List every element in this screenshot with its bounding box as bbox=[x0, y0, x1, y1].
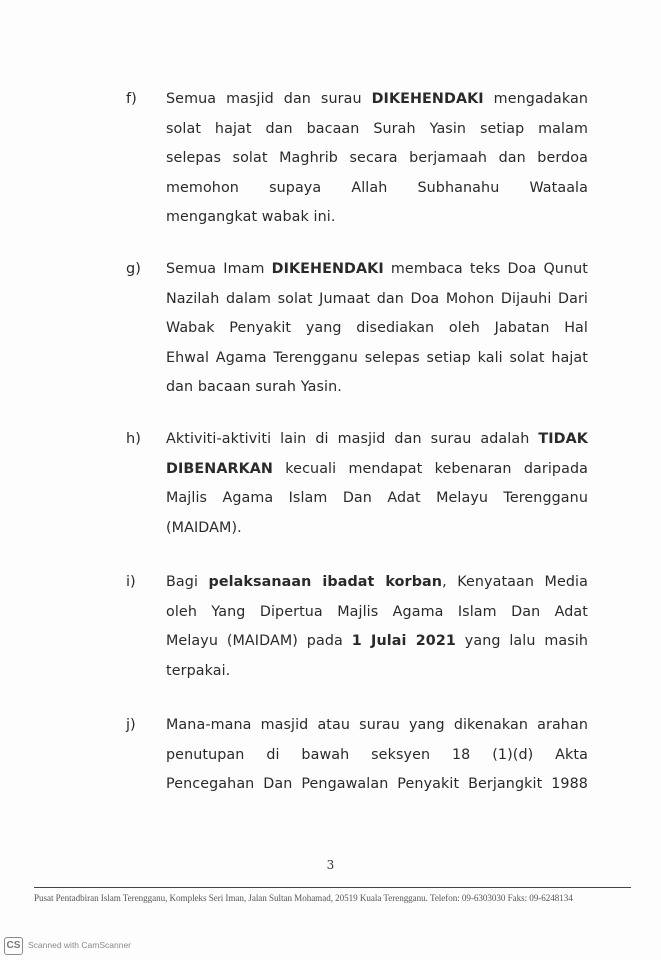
clause-line bbox=[166, 484, 588, 514]
body-text: (MAIDAM). bbox=[166, 519, 242, 536]
body-text: Melayu (MAIDAM) pada bbox=[166, 633, 352, 649]
clause-marker: h) bbox=[126, 431, 141, 447]
footer-divider bbox=[34, 887, 631, 888]
body-text: Majlis Agama Islam Dan Adat Melayu Terengganu bbox=[166, 490, 588, 506]
clause-line bbox=[166, 373, 588, 403]
clause-line bbox=[166, 657, 588, 687]
emphasis-text: TIDAK bbox=[538, 431, 588, 447]
emphasis-text: DIKEHENDAKI bbox=[371, 91, 484, 107]
body-text: terpakai. bbox=[166, 662, 231, 679]
body-text: mengangkat wabak ini. bbox=[166, 209, 336, 225]
clause-line bbox=[166, 568, 588, 598]
footer-address: Pusat Pentadbiran Islam Terengganu, Kompleks Seri Iman, Jalan Sultan Mohamad, 20519 Kuala Terengganu. Telefon: 09-6303030 Faks: 09-6248134 bbox=[34, 893, 573, 903]
body-text: mengadakan bbox=[483, 91, 588, 107]
body-text: memohon supaya Allah Subhanahu Wataala bbox=[166, 179, 588, 196]
body-text: Semua Imam bbox=[166, 261, 272, 277]
body-text: Semua masjid dan surau bbox=[166, 91, 372, 107]
body-text: selepas solat Maghrib secara berjamaah dan berdoa bbox=[166, 150, 588, 166]
clause-marker: j) bbox=[126, 717, 136, 733]
page-number: 3 bbox=[326, 858, 335, 872]
clause-line bbox=[166, 598, 588, 628]
clause-line bbox=[166, 455, 588, 485]
clause-line bbox=[166, 174, 588, 204]
body-text: oleh Yang Dipertua Majlis Agama Islam Dan Adat bbox=[166, 603, 588, 620]
body-text: Nazilah dalam solat Jumaat dan Doa Mohon Dijauhi Dari bbox=[166, 290, 588, 307]
clause-line bbox=[166, 115, 588, 145]
clause-line bbox=[166, 741, 588, 771]
clause-marker: g) bbox=[126, 261, 141, 277]
clause-line bbox=[166, 770, 588, 800]
clause-marker: f) bbox=[126, 91, 137, 107]
body-text: Mana-mana masjid atau surau yang dikenakan arahan bbox=[166, 717, 588, 733]
clause-line bbox=[166, 255, 588, 285]
body-text: dan bacaan surah Yasin. bbox=[166, 379, 342, 395]
clause-line bbox=[166, 711, 588, 741]
clause-line bbox=[166, 344, 588, 374]
body-text: solat hajat dan bacaan Surah Yasin setiap malam bbox=[166, 120, 588, 137]
body-text: Bagi bbox=[166, 574, 209, 590]
clause-line bbox=[166, 85, 588, 115]
clause-line bbox=[166, 425, 588, 455]
camscanner-logo-icon: CS bbox=[4, 937, 23, 955]
body-text: kecuali mendapat kebenaran daripada bbox=[273, 460, 588, 477]
emphasis-text: pelaksanaan ibadat korban bbox=[208, 574, 443, 590]
clause-line bbox=[166, 203, 588, 233]
scanner-label: Scanned with CamScanner bbox=[28, 940, 132, 950]
emphasis-text: DIKEHENDAKI bbox=[271, 261, 384, 277]
body-text: yang lalu masih bbox=[455, 633, 589, 649]
body-text: membaca teks Doa Qunut bbox=[383, 261, 588, 277]
emphasis-text: DIBENARKAN bbox=[166, 460, 273, 477]
emphasis-text: 1 Julai 2021 bbox=[351, 633, 456, 649]
clause-line bbox=[166, 514, 588, 544]
body-text: penutupan di bawah seksyen 18 (1)(d) Akta bbox=[166, 746, 588, 763]
body-text: Wabak Penyakit yang disediakan oleh Jabatan Hal bbox=[166, 320, 588, 336]
body-text: Aktiviti-aktiviti lain di masjid dan surau adalah bbox=[166, 431, 539, 447]
body-text: Pencegahan Dan Pengawalan Penyakit Berjangkit 1988 bbox=[166, 776, 588, 792]
body-text: Ehwal Agama Terengganu selepas setiap kali solat hajat bbox=[166, 349, 588, 366]
clause-marker: i) bbox=[126, 574, 136, 590]
clause-line bbox=[166, 627, 588, 657]
clause-line bbox=[166, 285, 588, 315]
clause-line bbox=[166, 314, 588, 344]
clause-line bbox=[166, 144, 588, 174]
body-text: , Kenyataan Media bbox=[442, 574, 588, 590]
